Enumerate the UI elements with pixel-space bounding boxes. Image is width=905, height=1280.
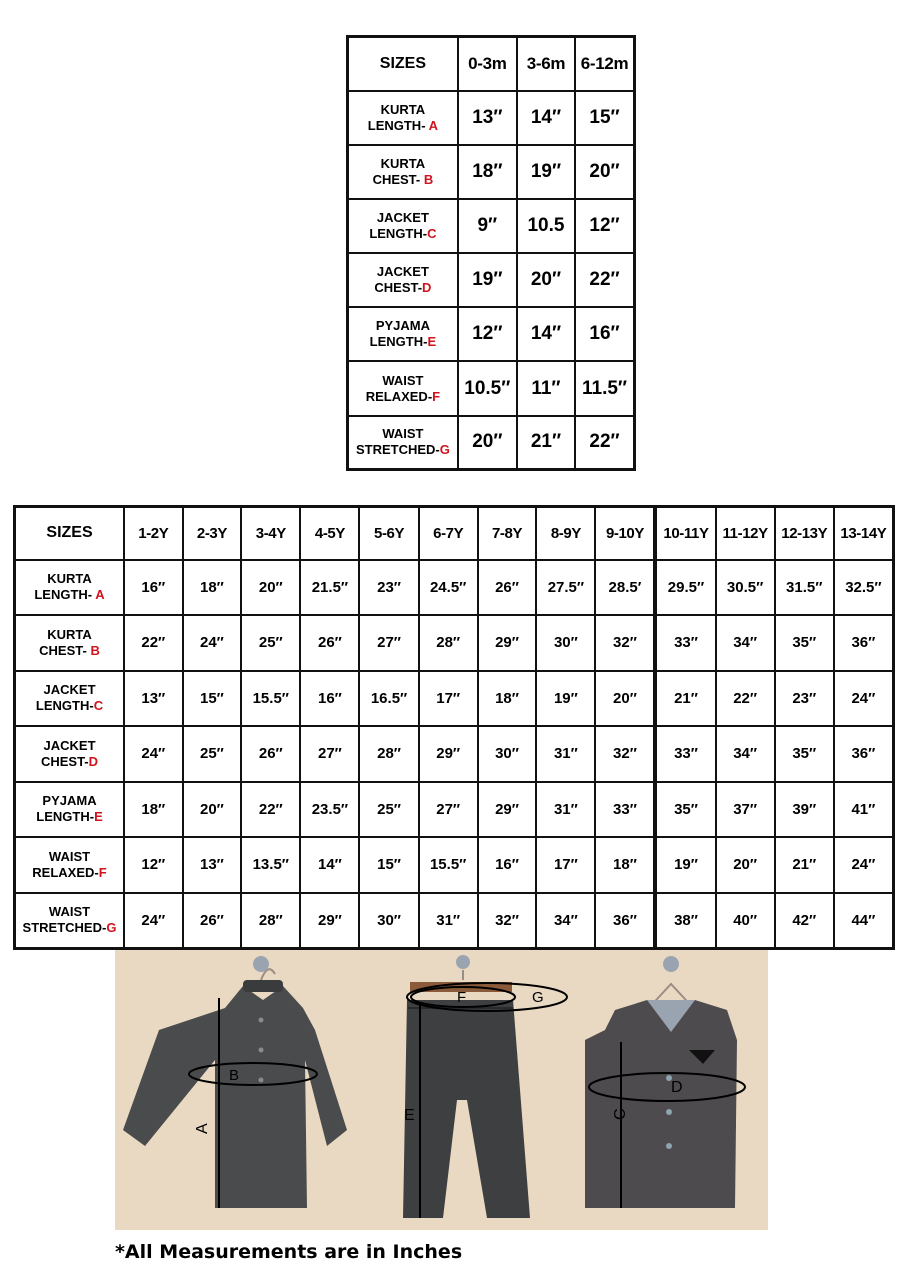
size-column-header: 6-12m: [575, 37, 634, 91]
measurement-value: 35″: [655, 782, 715, 838]
measurement-value: 25″: [183, 726, 242, 782]
measurement-value: 34″: [716, 726, 775, 782]
measurement-letter: E: [427, 334, 437, 350]
measurement-letter: F: [98, 864, 107, 880]
measurement-value: 14″: [517, 307, 575, 361]
measurement-value: 20″: [595, 671, 655, 727]
table-row: [15, 893, 894, 949]
sizes-header: SIZES: [348, 37, 458, 91]
table-row: [15, 560, 894, 616]
measurement-value: 29″: [419, 726, 478, 782]
measurement-value: 24″: [183, 615, 242, 671]
measurement-value: 21.5″: [300, 560, 359, 616]
measurement-value: 20″: [517, 253, 575, 307]
measurement-letter: D: [422, 280, 432, 296]
measurement-value: 16″: [124, 560, 183, 616]
measurement-type: LENGTH-: [367, 117, 429, 133]
measurement-value: 29.5″: [655, 560, 715, 616]
measurement-value: 31″: [536, 726, 595, 782]
measurement-value: 27.5″: [536, 560, 595, 616]
measurement-value: 9″: [458, 199, 517, 253]
measurement-value: 12″: [124, 837, 183, 893]
measurement-value: 20″: [716, 837, 775, 893]
table-row: [15, 671, 894, 727]
measurement-value: 10.5″: [458, 361, 517, 415]
measurement-name: WAIST: [48, 904, 91, 919]
table-row: [15, 837, 894, 893]
measurement-diagram: [115, 950, 768, 1230]
measurement-type: LENGTH-: [34, 587, 96, 603]
size-column-header: 11-12Y: [716, 507, 775, 560]
measurement-value: 24.5″: [419, 560, 478, 616]
size-column-header: 5-6Y: [359, 507, 418, 560]
measurement-value: 27″: [359, 615, 418, 671]
size-column-header: 8-9Y: [536, 507, 595, 560]
label-d: D: [671, 1079, 683, 1096]
measurement-value: 37″: [716, 782, 775, 838]
measurement-value: 13.5″: [241, 837, 300, 893]
measurement-value: 19″: [655, 837, 715, 893]
measurement-value: 16″: [575, 307, 634, 361]
measurement-value: 44″: [834, 893, 894, 949]
measurement-label: [15, 671, 125, 727]
size-column-header: 12-13Y: [775, 507, 834, 560]
measurement-label: [348, 416, 458, 470]
measurement-value: 16″: [300, 671, 359, 727]
measurement-value: 33″: [655, 726, 715, 782]
measurement-type: CHEST-: [39, 642, 91, 658]
measurement-value: 36″: [834, 615, 894, 671]
measurement-value: 22″: [124, 615, 183, 671]
measurement-name: WAIST: [48, 848, 91, 864]
measurement-value: 42″: [775, 893, 834, 949]
measurement-value: 16″: [478, 837, 537, 893]
measurement-value: 34″: [536, 893, 595, 949]
measurement-name: PYJAMA: [375, 318, 430, 334]
measurement-name: JACKET: [376, 264, 429, 280]
measurement-value: 31″: [419, 893, 478, 949]
measurement-value: 19″: [517, 145, 575, 199]
measurement-value: 24″: [834, 671, 894, 727]
measurement-value: 19″: [536, 671, 595, 727]
measurement-value: 26″: [241, 726, 300, 782]
measurement-value: 11.5″: [575, 361, 634, 415]
measurement-name: JACKET: [376, 209, 429, 225]
measurement-letter: G: [439, 442, 450, 458]
table-row: [15, 726, 894, 782]
measurement-value: 14″: [300, 837, 359, 893]
measurement-type: RELAXED-: [365, 388, 433, 404]
measurement-value: 13″: [183, 837, 242, 893]
measurement-letter: B: [90, 642, 100, 658]
measurement-value: 12″: [458, 307, 517, 361]
measurement-value: 30.5″: [716, 560, 775, 616]
label-b: B: [229, 1067, 240, 1084]
measurement-value: 24″: [124, 893, 183, 949]
measurement-value: 18″: [595, 837, 655, 893]
measurement-label: [348, 361, 458, 415]
measurement-value: 10.5: [517, 199, 575, 253]
measurement-value: 15.5″: [241, 671, 300, 727]
measurement-value: 19″: [458, 253, 517, 307]
measurement-value: 36″: [595, 893, 655, 949]
table-row: [348, 361, 635, 415]
measurement-label: [15, 782, 125, 838]
measurement-value: 13″: [124, 671, 183, 727]
measurement-value: 25″: [241, 615, 300, 671]
measurement-value: 28″: [419, 615, 478, 671]
measurement-label: [348, 253, 458, 307]
measurement-value: 28″: [241, 893, 300, 949]
measurement-value: 35″: [775, 615, 834, 671]
measurement-note: *All Measurements are in Inches: [115, 1241, 463, 1263]
infant-size-table: [346, 35, 636, 471]
measurement-value: 18″: [183, 560, 242, 616]
table-row: [15, 615, 894, 671]
measurement-value: 15″: [359, 837, 418, 893]
measurement-value: 22″: [575, 253, 634, 307]
measurement-letter: C: [93, 698, 104, 714]
measurement-letter: A: [428, 117, 439, 133]
measurement-type: CHEST-: [372, 171, 424, 187]
measurement-label: [15, 893, 125, 949]
table-row: [348, 91, 635, 145]
measurement-value: 39″: [775, 782, 834, 838]
jacket-illustration: [585, 956, 745, 1208]
measurement-label: [348, 307, 458, 361]
measurement-name: KURTA: [380, 101, 426, 117]
measurement-value: 20″: [458, 416, 517, 470]
measurement-value: 14″: [517, 91, 575, 145]
measurement-value: 17″: [419, 671, 478, 727]
measurement-value: 21″: [775, 837, 834, 893]
measurement-value: 30″: [536, 615, 595, 671]
measurement-value: 27″: [300, 726, 359, 782]
measurement-value: 20″: [575, 145, 634, 199]
measurement-letter: D: [88, 753, 99, 769]
measurement-label: [15, 615, 125, 671]
measurement-value: 32.5″: [834, 560, 894, 616]
size-column-header: 2-3Y: [183, 507, 242, 560]
measurement-value: 33″: [595, 782, 655, 838]
size-column-header: 13-14Y: [834, 507, 894, 560]
measurement-letter: G: [106, 920, 117, 935]
measurement-value: 24″: [834, 837, 894, 893]
table-row: [348, 145, 635, 199]
measurement-value: 17″: [536, 837, 595, 893]
measurement-value: 20″: [241, 560, 300, 616]
measurement-value: 33″: [655, 615, 715, 671]
size-column-header: 10-11Y: [655, 507, 715, 560]
measurement-name: KURTA: [47, 626, 92, 642]
measurement-name: JACKET: [43, 737, 96, 753]
size-column-header: 0-3m: [458, 37, 517, 91]
label-e: E: [404, 1107, 415, 1124]
table-row: [348, 416, 635, 470]
measurement-value: 30″: [359, 893, 418, 949]
measurement-value: 32″: [595, 726, 655, 782]
measurement-value: 13″: [458, 91, 517, 145]
label-g: G: [532, 989, 544, 1006]
measurement-type: RELAXED-: [32, 864, 99, 880]
measurement-type: LENGTH-: [36, 809, 95, 825]
measurement-value: 32″: [478, 893, 537, 949]
measurement-type: STRETCHED-: [355, 442, 440, 458]
label-a: A: [194, 1123, 211, 1134]
measurement-value: 29″: [478, 782, 537, 838]
size-column-header: 6-7Y: [419, 507, 478, 560]
measurement-value: 26″: [183, 893, 242, 949]
measurement-value: 30″: [478, 726, 537, 782]
size-column-header: 9-10Y: [595, 507, 655, 560]
measurement-value: 21″: [655, 671, 715, 727]
measurement-value: 22″: [575, 416, 634, 470]
measurement-value: 35″: [775, 726, 834, 782]
measurement-name: KURTA: [47, 571, 92, 587]
measurement-value: 15.5″: [419, 837, 478, 893]
measurement-letter: C: [427, 225, 437, 241]
measurement-value: 15″: [575, 91, 634, 145]
measurement-value: 26″: [478, 560, 537, 616]
measurement-value: 22″: [241, 782, 300, 838]
size-column-header: 7-8Y: [478, 507, 537, 560]
measurement-label: [348, 199, 458, 253]
size-column-header: 3-4Y: [241, 507, 300, 560]
measurement-value: 28″: [359, 726, 418, 782]
size-column-header: 4-5Y: [300, 507, 359, 560]
table-row: [15, 782, 894, 838]
measurement-type: LENGTH-: [35, 698, 94, 714]
measurement-name: WAIST: [382, 426, 424, 442]
measurement-letter: F: [432, 388, 441, 404]
measurement-type: LENGTH-: [369, 334, 428, 350]
measurement-value: 29″: [478, 615, 537, 671]
measurement-type: LENGTH-: [369, 225, 428, 241]
measurement-type: CHEST-: [40, 753, 89, 769]
measurement-type: STRETCHED-: [22, 920, 107, 935]
label-c: C: [612, 1108, 629, 1120]
label-f: F: [457, 989, 467, 1006]
measurement-letter: B: [423, 171, 434, 187]
measurement-value: 16.5″: [359, 671, 418, 727]
measurement-value: 25″: [359, 782, 418, 838]
measurement-value: 12″: [575, 199, 634, 253]
measurement-value: 15″: [183, 671, 242, 727]
measurement-value: 18″: [124, 782, 183, 838]
measurement-label: [348, 91, 458, 145]
measurement-value: 18″: [478, 671, 537, 727]
measurement-value: 27″: [419, 782, 478, 838]
measurement-label: [15, 837, 125, 893]
sizes-header: SIZES: [15, 507, 125, 560]
measurement-value: 22″: [716, 671, 775, 727]
measurement-value: 24″: [124, 726, 183, 782]
measurement-value: 38″: [655, 893, 715, 949]
kids-size-table: [13, 505, 895, 950]
measurement-value: 36″: [834, 726, 894, 782]
measurement-letter: E: [94, 809, 103, 825]
measurement-value: 11″: [517, 361, 575, 415]
measurement-value: 21″: [517, 416, 575, 470]
size-column-header: 1-2Y: [124, 507, 183, 560]
measurement-value: 32″: [595, 615, 655, 671]
table-row: [348, 199, 635, 253]
measurement-label: [15, 726, 125, 782]
measurement-value: 23″: [359, 560, 418, 616]
measurement-name: JACKET: [43, 682, 96, 698]
table-row: [348, 253, 635, 307]
measurement-letter: A: [95, 587, 105, 603]
measurement-label: [348, 145, 458, 199]
measurement-name: KURTA: [380, 155, 426, 171]
table-row: [348, 307, 635, 361]
measurement-value: 18″: [458, 145, 517, 199]
measurement-value: 28.5′: [595, 560, 655, 616]
measurement-name: PYJAMA: [42, 793, 97, 809]
measurement-value: 31.5″: [775, 560, 834, 616]
measurement-value: 29″: [300, 893, 359, 949]
measurement-value: 31″: [536, 782, 595, 838]
measurement-type: CHEST-: [374, 280, 423, 296]
measurement-value: 23″: [775, 671, 834, 727]
measurement-name: WAIST: [382, 372, 424, 388]
measurement-value: 23.5″: [300, 782, 359, 838]
measurement-value: 40″: [716, 893, 775, 949]
measurement-value: 20″: [183, 782, 242, 838]
measurement-value: 34″: [716, 615, 775, 671]
measurement-value: 41″: [834, 782, 894, 838]
size-column-header: 3-6m: [517, 37, 575, 91]
measurement-label: [15, 560, 125, 616]
measurement-value: 26″: [300, 615, 359, 671]
